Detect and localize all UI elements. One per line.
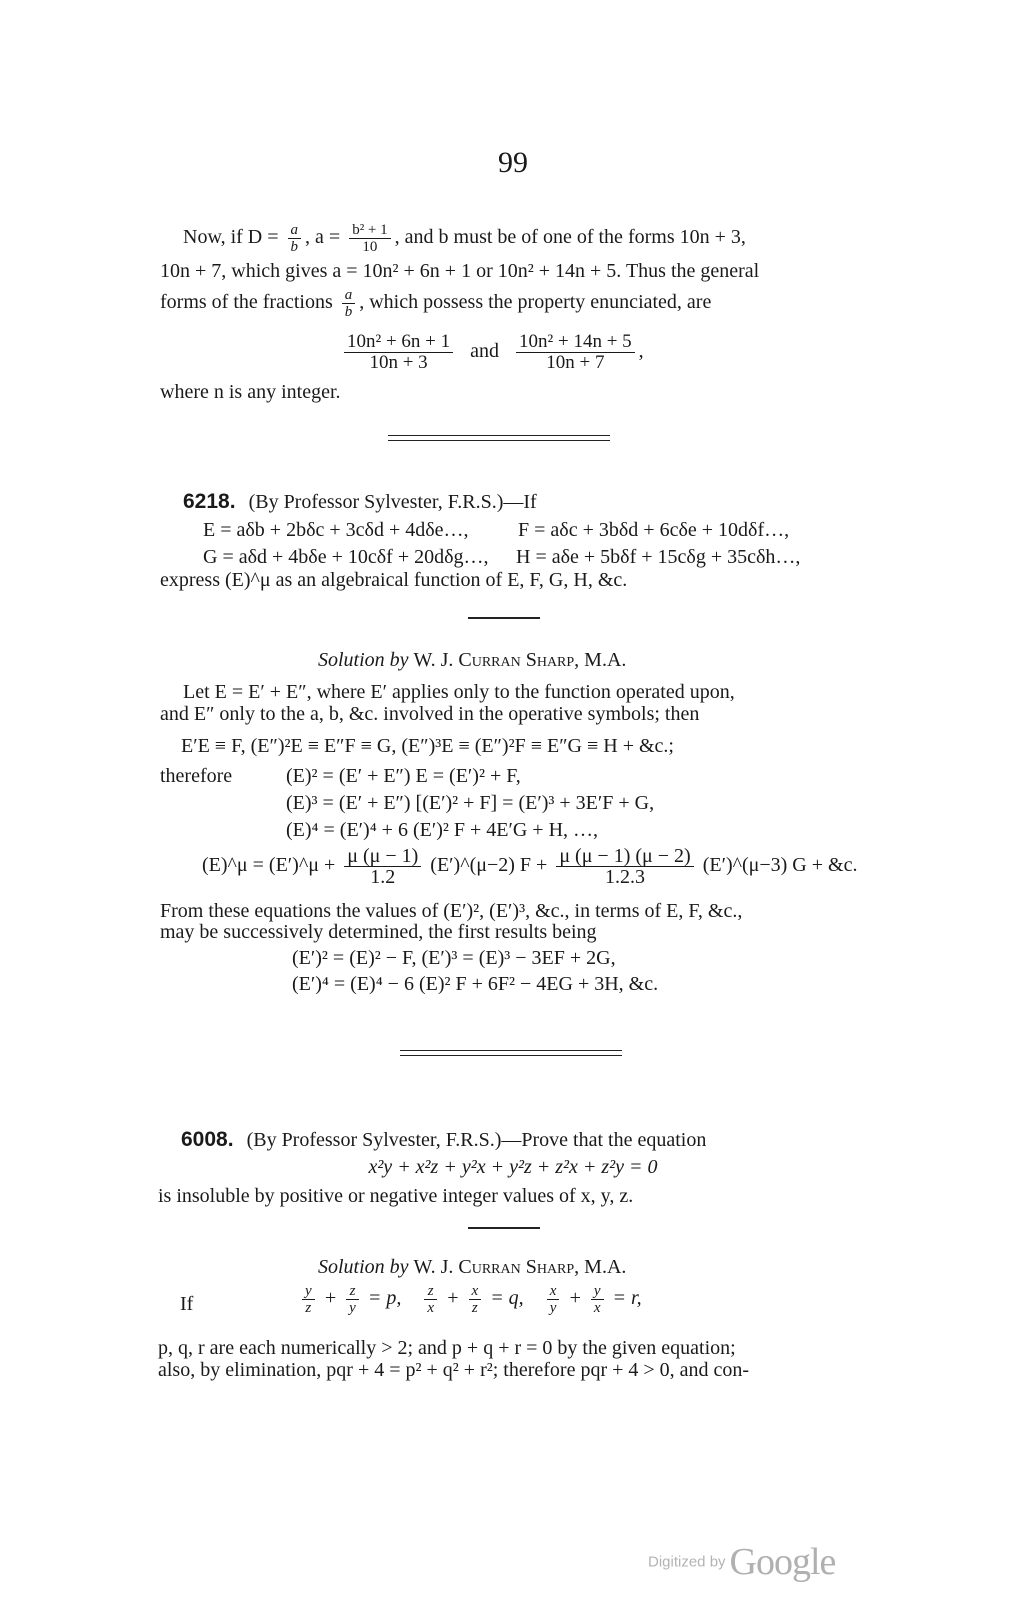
fraction-denominator: b: [290, 239, 299, 255]
equation-G: G = aδd + 4bδe + 10cδf + 20dδg…,: [203, 546, 489, 568]
fraction-denominator: 1.2.3: [605, 866, 645, 888]
fraction-a-over-b: [342, 287, 356, 320]
result-line-2: (E′)⁴ = (E)⁴ − 6 (E)² F + 6F² − 4EG + 3H, &c.: [292, 973, 659, 995]
fraction-numerator: z: [346, 1283, 359, 1300]
result-line-1: (E′)² = (E)² − F, (E′)³ = (E)³ − 3EF + 2G,: [292, 947, 616, 969]
question-6218-express: express (E)^μ as an algebraical function of E, F, G, H, &c.: [160, 569, 628, 591]
equals-r: = r,: [612, 1287, 642, 1310]
google-logo: Google: [729, 1541, 836, 1583]
fraction-z-over-y: [346, 1283, 359, 1316]
solution-equation-mu: [202, 846, 857, 887]
display-fractions: [340, 332, 644, 373]
fraction-y-over-z: [302, 1283, 315, 1316]
fraction-denominator: x: [427, 1300, 435, 1316]
question-number: 6218.: [183, 490, 236, 513]
fraction-x-over-y: [547, 1283, 560, 1316]
equation-insoluble: x²y + x²z + y²x + y²z + z²x + z²y = 0: [368, 1156, 658, 1178]
solution-equation-3: (E)⁴ = (E′)⁴ + 6 (E′)² F + 4E′G + H, …,: [286, 819, 599, 841]
mu-lead: (E)^μ = (E′)^μ +: [202, 854, 336, 877]
text-forms-of-fractions: forms of the fractions: [160, 291, 333, 314]
fraction-denominator: b: [344, 304, 353, 320]
equals-q: = q,: [490, 1287, 524, 1310]
fraction-numerator: μ (μ − 1) (μ − 2): [556, 846, 693, 867]
fraction-numerator: x: [469, 1283, 482, 1300]
fraction-numerator: 10n² + 14n + 5: [516, 332, 635, 353]
page-number: 99: [498, 146, 528, 179]
mu-mid: (E′)^(μ−2) F +: [430, 854, 548, 877]
text-therefore: therefore: [160, 765, 233, 787]
section-divider-double-bottom: [400, 1055, 622, 1056]
plus-sign: +: [323, 1287, 338, 1310]
fraction-denominator: 10n + 7: [546, 352, 605, 373]
fraction-denominator: 10: [362, 239, 378, 255]
mu-tail: (E′)^(μ−3) G + &c.: [702, 854, 858, 877]
solution-6218-byline: [318, 648, 626, 672]
text-line3-tail: , which possess the property enunciated, are: [359, 291, 712, 314]
question-source: (By Professor Sylvester, F.R.S.)—Prove that the equation: [246, 1129, 707, 1151]
question-number: 6008.: [181, 1128, 234, 1151]
fraction-numerator: a: [288, 222, 302, 239]
question-6008-insoluble: is insoluble by positive or negative integer values of x, y, z.: [158, 1185, 634, 1207]
mu-fraction-1: [344, 846, 421, 887]
fraction-denominator: z: [305, 1300, 312, 1316]
solution-by-label: Solution by: [318, 649, 409, 671]
continuation-line-2: 10n + 7, which gives a = 10n² + 6n + 1 or 10n² + 14n + 5. Thus the general: [160, 260, 760, 282]
display-fraction-2: [516, 332, 635, 373]
solution-line-from: From these equations the values of (E′)², (E′)³, &c., in terms of E, F, &c.,: [160, 900, 743, 922]
question-6218-header: [183, 490, 537, 514]
text-if: If: [180, 1293, 194, 1315]
solution-6008-byline: [318, 1255, 626, 1279]
solution-line-pqr: p, q, r are each numerically > 2; and p + q + r = 0 by the given equation;: [158, 1337, 736, 1359]
fraction-numerator: μ (μ − 1): [344, 846, 421, 867]
fraction-numerator: a: [342, 287, 356, 304]
equation-H: H = aδe + 5bδf + 15cδg + 35cδh…,: [516, 546, 801, 568]
text-line1-tail: , and b must be of one of the forms 10n + 3,: [394, 226, 746, 249]
solution-line-1: Let E = E′ + E″, where E′ applies only to the function operated upon,: [183, 681, 735, 703]
question-source: (By Professor Sylvester, F.R.S.)—If: [248, 491, 537, 513]
fraction-numerator: 10n² + 6n + 1: [344, 332, 453, 353]
continuation-line-3: [160, 287, 711, 320]
equation-F: F = aδc + 3bδd + 6cδe + 10dδf…,: [518, 519, 790, 541]
equals-p: = p,: [367, 1287, 402, 1310]
solution-line-also: also, by elimination, pqr + 4 = p² + q² + r²; therefore pqr + 4 > 0, and con-: [158, 1359, 750, 1381]
fraction-numerator: y: [302, 1283, 315, 1300]
pqr-definitions: [298, 1283, 642, 1316]
section-divider-double-bottom: [388, 440, 610, 441]
text-comma: ,: [638, 340, 644, 363]
text-now-if: Now, if D =: [183, 226, 279, 249]
digitized-by-text: Digitized by: [648, 1553, 726, 1571]
fraction-denominator: x: [593, 1300, 601, 1316]
fraction-numerator: y: [591, 1283, 604, 1300]
fraction-numerator: x: [547, 1283, 560, 1300]
solution-author: W. J. Curran Sharp, M.A.: [413, 649, 627, 671]
section-divider-double-top: [388, 435, 610, 436]
fraction-y-over-x: [591, 1283, 604, 1316]
fraction-numerator: z: [424, 1283, 437, 1300]
short-divider: [468, 617, 540, 619]
text-a-equals: a =: [315, 226, 341, 249]
mu-fraction-2: [556, 846, 693, 887]
section-divider-double-top: [400, 1050, 622, 1051]
fraction-denominator: y: [349, 1300, 356, 1316]
plus-sign: +: [446, 1287, 460, 1310]
solution-equation-1: (E)² = (E′ + E″) E = (E′)² + F,: [286, 765, 521, 787]
plus-sign: +: [568, 1287, 582, 1310]
continuation-line-1: Now, if D = $\frac{a}{b}$ , a = $\frac{\text{b² + 1}}{10}$ , and b must be of one of the forms 10n + 3,: [183, 222, 746, 255]
fraction-b2-plus-1-over-10: [349, 222, 390, 255]
text-and: and: [470, 340, 500, 363]
fraction-denominator: 10n + 3: [369, 352, 428, 373]
fraction-denominator: y: [549, 1300, 557, 1316]
solution-line-2: and E″ only to the a, b, &c. involved in the operative symbols; then: [160, 703, 700, 725]
short-divider: [468, 1227, 540, 1229]
solution-line-may: may be successively determined, the first results being: [160, 921, 597, 943]
question-6008-header: [181, 1128, 706, 1152]
fraction-numerator: b² + 1: [349, 222, 390, 239]
display-fraction-1: [344, 332, 453, 373]
equation-E: E = aδb + 2bδc + 3cδd + 4dδe…,: [203, 519, 469, 541]
fraction-x-over-z: [469, 1283, 482, 1316]
continuation-line-where: where n is any integer.: [160, 381, 341, 403]
solution-line-3: E′E ≡ F, (E″)²E ≡ E″F ≡ G, (E″)³E ≡ (E″)²F ≡ E″G ≡ H + &c.;: [181, 735, 674, 757]
fraction-z-over-x: [424, 1283, 437, 1316]
fraction-denominator: 1.2: [370, 866, 396, 888]
fraction-denominator: z: [471, 1300, 478, 1316]
solution-by-label: Solution by: [318, 1256, 409, 1278]
fraction-a-over-b: [288, 222, 302, 255]
google-watermark: [648, 1540, 858, 1584]
solution-author: W. J. Curran Sharp, M.A.: [413, 1256, 627, 1278]
solution-equation-2: (E)³ = (E′ + E″) [(E′)² + F] = (E′)³ + 3E′F + G,: [286, 792, 655, 814]
